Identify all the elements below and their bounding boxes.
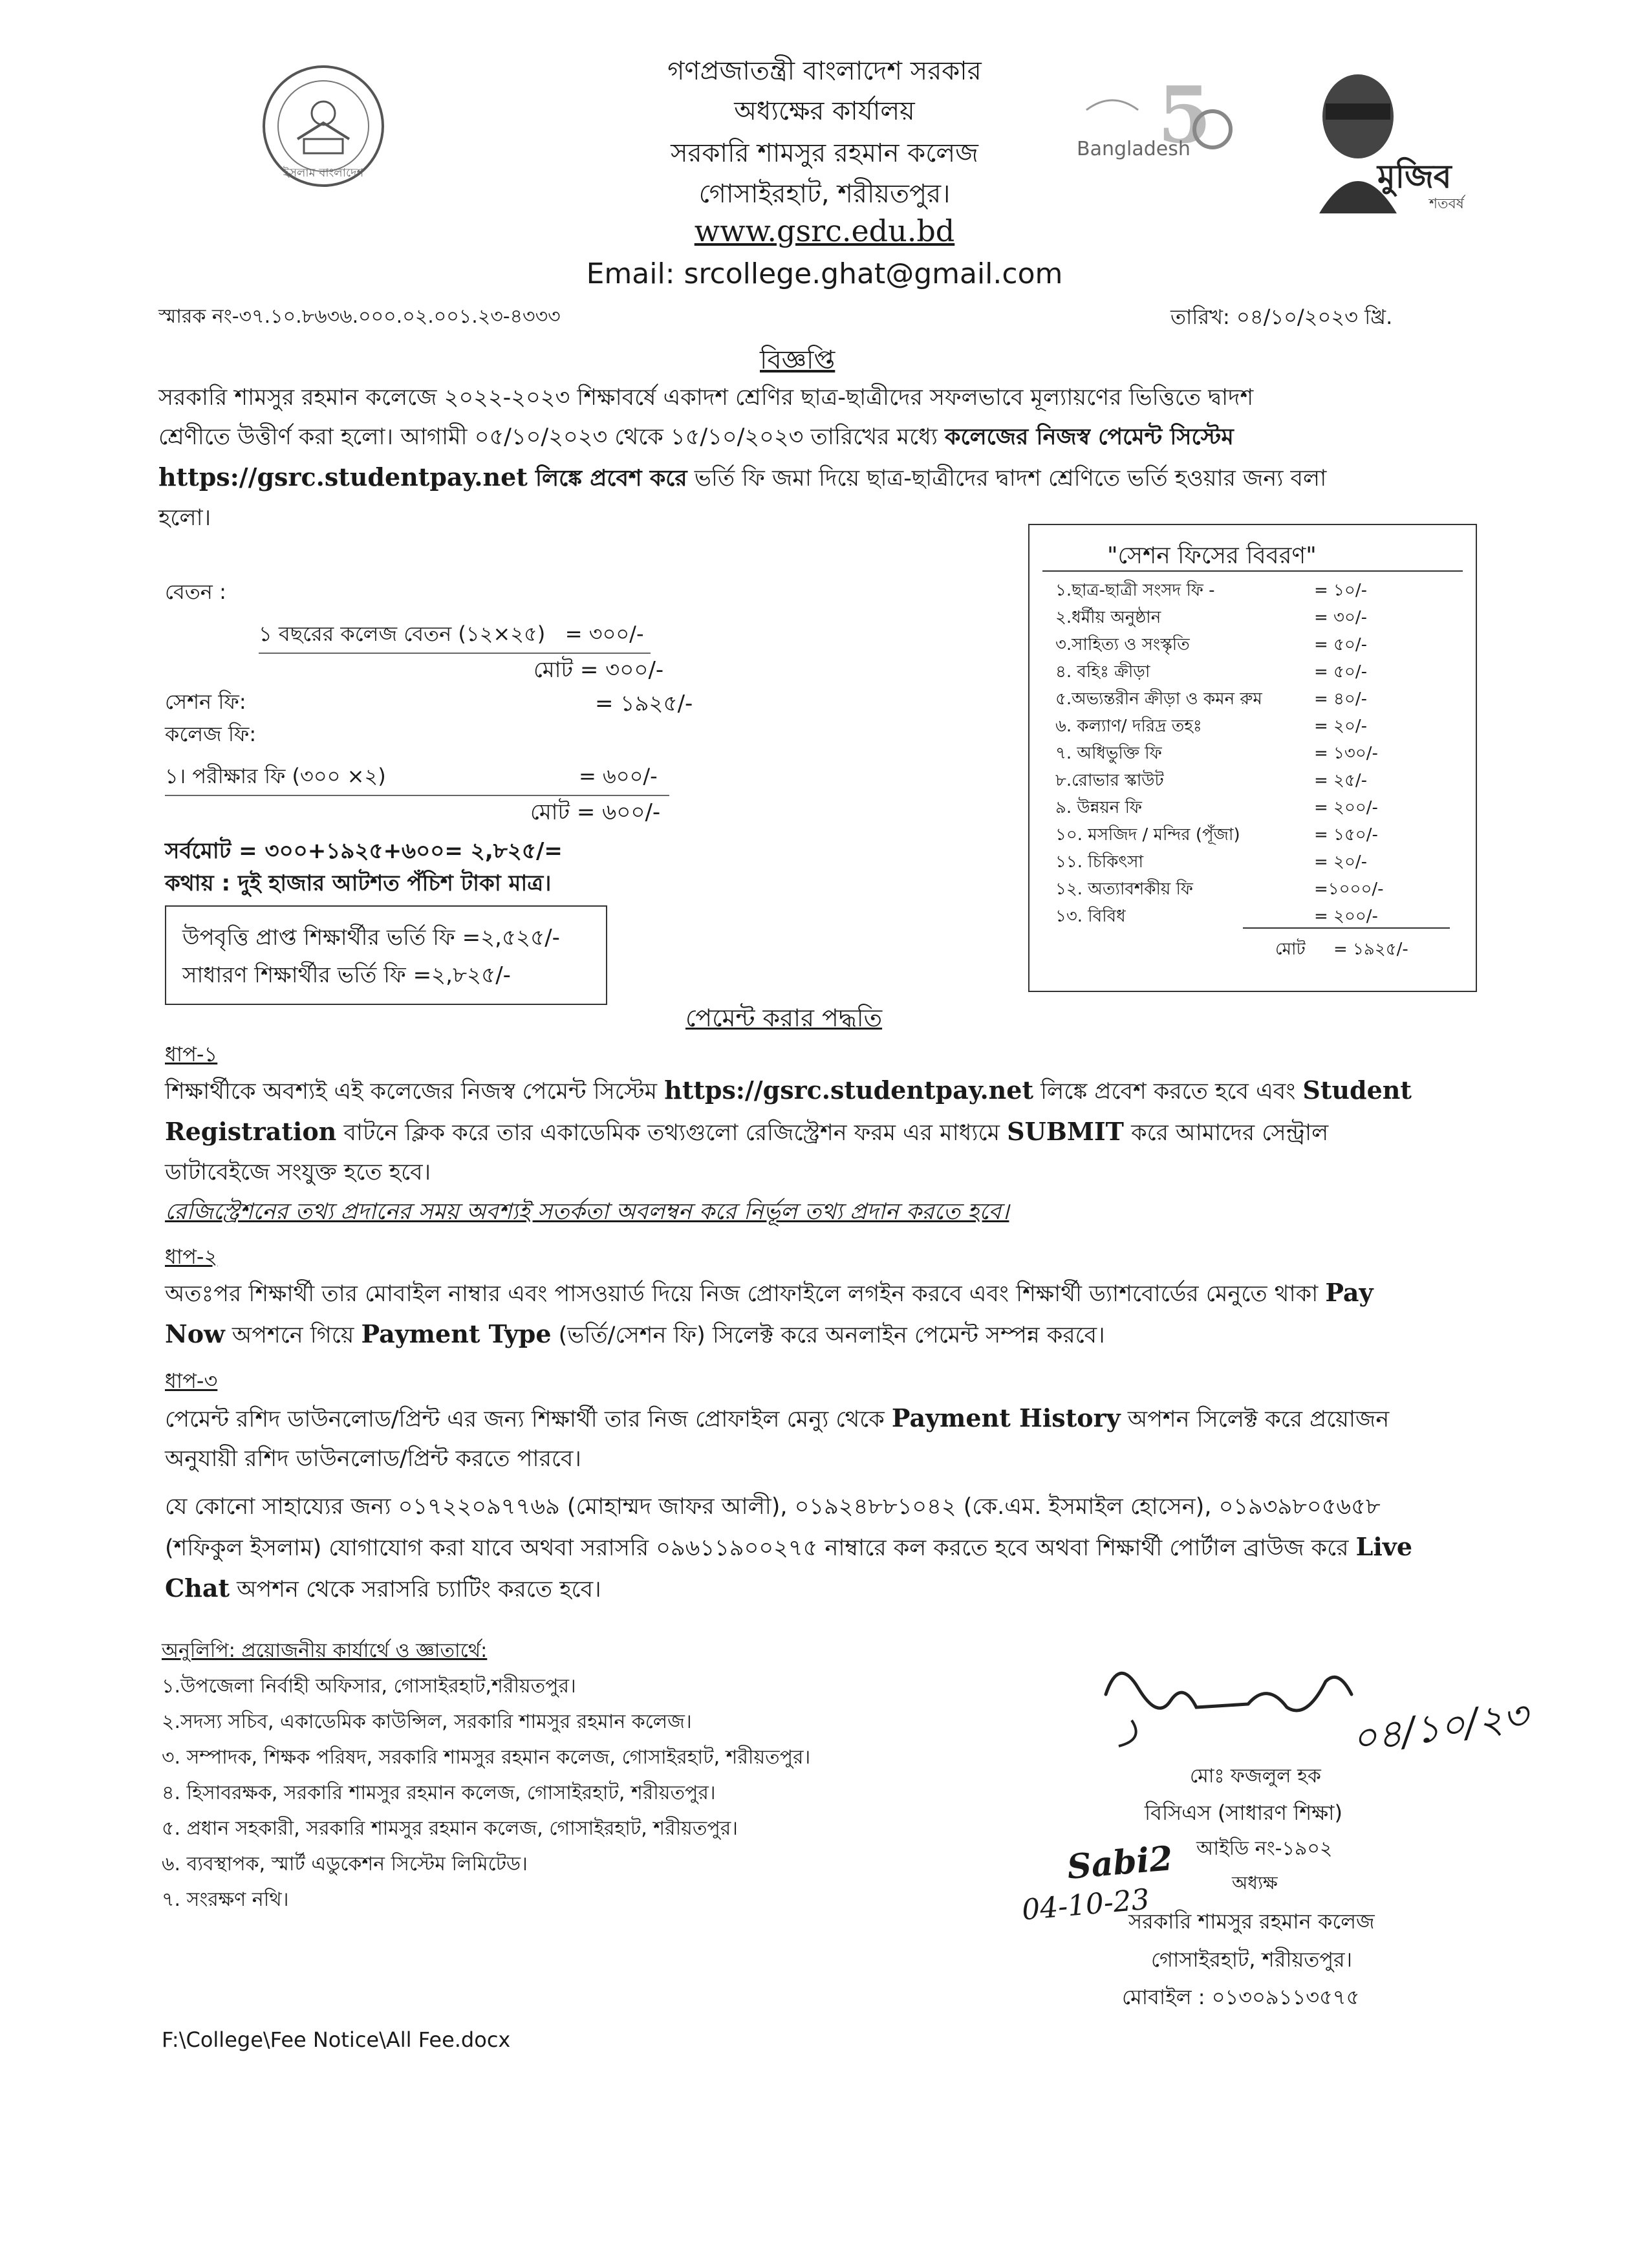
- step-1-text: [165, 1070, 1491, 1232]
- session-fee-title: "সেশন ফিসের বিবরণ": [1107, 543, 1317, 569]
- session-fee-amount: = ৪০/-: [1314, 689, 1367, 709]
- copy-recipient: ৩. সম্পাদক, শিক্ষক পরিষদ, সরকারি শামসুর রহমান কলেজ, গোসাইরহাট, শরীয়তপুর।: [162, 1746, 811, 1769]
- step-1-enter-text: লিঙ্কে প্রবেশ করতে হবে এবং: [1033, 1079, 1303, 1105]
- student-text: Student: [1302, 1075, 1412, 1105]
- step-2-label: ধাপ-২: [165, 1244, 218, 1269]
- step-2-login-text: অতঃপর শিক্ষার্থী তার মোবাইল নাম্বার এবং পাসওয়ার্ড দিয়ে নিজ প্রোফাইলে লগইন করবে এবং শিক্ষার্থী ড্যাশবোর্ডের মেনুতে থাকা: [165, 1281, 1326, 1307]
- notice-title: বিজ্ঞপ্তি: [760, 345, 835, 375]
- session-fee-details-box: [1028, 524, 1477, 992]
- grand-total: সর্বমোট = ৩০০+১৯২৫+৬০০= ২,৮২৫/=: [165, 838, 563, 864]
- principal-name: মোঃ ফজলুল হক: [1190, 1765, 1321, 1787]
- header-government: গণপ্রজাতন্ত্রী বাংলাদেশ সরকার: [667, 56, 982, 86]
- help-chat-text: অপশন থেকে সরাসরি চ্যাটিং করতে হবে।: [230, 1577, 601, 1603]
- received-stamp-name: Sabi2: [1065, 1838, 1174, 1888]
- session-fee-row: ২.ধর্মীয় অনুষ্ঠান: [1055, 608, 1161, 627]
- help-line-1: যে কোনো সাহায্যের জন্য ০১৭২২০৯৭৭৬৯ (মোহাম্মদ জাফর আলী), ০১৯২৪৮৮১০৪২ (কে.এম. ইসমাইল হোসেন), ০১৯৩৯৮০৫৬৫৮: [165, 1494, 1381, 1520]
- notice-dates-text: শ্রেণীতে উত্তীর্ণ করা হলো। আগামী ০৫/১০/২০২৩ থেকে ১৫/১০/২০২৩ তারিখের মধ্যে: [158, 424, 945, 450]
- notice-line-4: হলো।: [158, 505, 211, 531]
- copy-recipient: ১.উপজেলা নির্বাহী অফিসার, গোসাইরহাট,শরীয়তপুর।: [162, 1675, 576, 1698]
- session-fee-row: ৭. অধিভুক্তি ফি: [1055, 744, 1162, 763]
- step-1-caution: রেজিস্ট্রেশনের তথ্য প্রদানের সময় অবশ্যই সতর্কতা অবলম্বন করে নির্ভূল তথ্য প্রদান করতে হবে।: [165, 1199, 1009, 1225]
- live-text: Live: [1355, 1532, 1413, 1561]
- principal-id: আইডি নং-১৯০২: [1196, 1837, 1333, 1860]
- signature-date: ০৪/১০/২৩: [1348, 1692, 1531, 1762]
- session-fee-amount: = ২০/-: [1314, 717, 1368, 736]
- help-line-2: [165, 1527, 1491, 1568]
- principal-designation: অধ্যক্ষ: [1232, 1872, 1278, 1894]
- exam-fee-item: [165, 760, 669, 796]
- admission-fee-box: [165, 905, 607, 1005]
- pay-text: Pay: [1325, 1278, 1374, 1307]
- copy-recipient: ৭. সংরক্ষণ নথি।: [162, 1888, 289, 1911]
- help-call-text: (শফিকুল ইসলাম) যোগাযোগ করা যাবে অথবা সরাসরি ০৯৬১১৯০০২৭৫ নাম্বারে কল করতে হবে অথবা শিক্ষার্থী পোর্টাল ব্রাউজ করে: [165, 1535, 1356, 1561]
- session-fee-label: সেশন ফি:: [165, 689, 246, 714]
- exam-fee-text: ১। পরীক্ষার ফি (৩০০ ×২): [165, 764, 386, 788]
- notice-line-1: সরকারি শামসুর রহমান কলেজে ২০২২-২০২৩ শিক্ষাবর্ষে একাদশ শ্রেণির ছাত্র-ছাত্রীদের সফলভাবে মূল্যায়ণের ভিত্তিতে দ্বাদশ: [158, 385, 1254, 411]
- session-fee-amount: = ২০০/-: [1314, 907, 1378, 926]
- step-1-line-1: [165, 1070, 1491, 1112]
- session-fee-row: ৪. বহিঃ ক্রীড়া: [1055, 662, 1150, 682]
- mujib-centenary-logo: [1300, 65, 1481, 213]
- payment-type-text: Payment Type: [361, 1319, 552, 1348]
- session-fee-row: ৮.রোভার স্কাউট: [1055, 771, 1164, 790]
- principal-address: গোসাইরহাট, শরীয়তপুর।: [1151, 1947, 1353, 1972]
- help-contacts: [165, 1487, 1491, 1610]
- step-3-receipt-text: পেমেন্ট রশিদ ডাউনলোড/প্রিন্ট এর জন্য শিক্ষার্থী তার নিজ প্রোফাইল মেন্যু থেকে: [165, 1407, 892, 1432]
- session-fee-amount: = ২০০/-: [1314, 798, 1378, 817]
- step-2-line-2: [165, 1314, 1491, 1355]
- notice-line-3: [158, 457, 1484, 499]
- file-path: F:\College\Fee Notice\All Fee.docx: [162, 2027, 511, 2052]
- payment-history-text: Payment History: [891, 1403, 1121, 1432]
- now-text: Now: [165, 1319, 225, 1348]
- header-address: গোসাইরহাট, শরীয়তপুর।: [698, 179, 951, 209]
- step-1-intro: শিক্ষার্থীকে অবশ্যই এই কলেজের নিজস্ব পেমেন্ট সিস্টেম: [165, 1079, 665, 1105]
- principal-cadre: বিসিএস (সাধারণ শিক্ষা): [1145, 1800, 1342, 1825]
- step-1-line-2: [165, 1112, 1491, 1153]
- salary-item: [259, 618, 651, 654]
- session-fee-amount: = ৫০/-: [1314, 662, 1367, 682]
- session-fee-amount: = ২০/-: [1314, 852, 1368, 872]
- step-1-line-3: ডাটাবেইজে সংযুক্ত হতে হবে।: [165, 1160, 431, 1185]
- copy-recipient: ৫. প্রধান সহকারী, সরকারি শামসুর রহমান কলেজ, গোসাইরহাট, শরীয়তপুর।: [162, 1817, 738, 1840]
- step-2-text: [165, 1273, 1491, 1355]
- session-fee-amount: = ৫০/-: [1314, 635, 1367, 654]
- salary-label: বেতন :: [165, 579, 226, 604]
- step-3-line-2: অনুযায়ী রশিদ ডাউনলোড/প্রিন্ট করতে পারবে।: [165, 1446, 581, 1472]
- college-fee-label: কলেজ ফি:: [165, 722, 257, 746]
- session-fee-row: ৯. উন্নয়ন ফি: [1055, 798, 1143, 817]
- header-office: অধ্যক্ষের কার্যালয়: [734, 96, 915, 126]
- step-2-option-text: অপশনে গিয়ে: [224, 1323, 361, 1348]
- copy-recipient: ৬. ব্যবস্থাপক, স্মার্ট এডুকেশন সিস্টেম লিমিটেড।: [162, 1853, 528, 1875]
- session-fee-row: ১৩. বিবিধ: [1055, 907, 1126, 926]
- svg-text:Bangladesh: Bangladesh: [1077, 138, 1191, 160]
- session-fee-amount: = ১৯২৫/-: [595, 691, 693, 717]
- memo-reference: স্মারক নং-৩৭.১০.৮৬৩৬.০০০.০২.০০১.২৩-৪৩৩৩: [158, 305, 561, 328]
- svg-text:শতবর্ষ: শতবর্ষ: [1429, 196, 1464, 212]
- amount-in-words: কথায় : দুই হাজার আটশত পঁচিশ টাকা মাত্র।: [165, 870, 552, 896]
- session-fee-total-label: মোট: [1275, 940, 1306, 959]
- salary-item-text: ১ বছরের কলেজ বেতন (১২×২৫): [259, 621, 546, 646]
- session-fee-row: ১০. মসজিদ / মন্দির (পূঁজা): [1055, 825, 1240, 845]
- session-fee-amount: =১০০০/-: [1314, 880, 1384, 899]
- copy-recipient: ২.সদস্য সচিব, একাডেমিক কাউন্সিল, সরকারি শামসুর রহমান কলেজ।: [162, 1711, 692, 1733]
- session-fee-amount: = ২৫/-: [1314, 771, 1367, 790]
- step-1-payment-link[interactable]: https://gsrc.studentpay.net: [664, 1075, 1034, 1105]
- header-email[interactable]: Email: srcollege.ghat@gmail.com: [586, 257, 1063, 290]
- principal-college: সরকারি শামসুর রহমান কলেজ: [1128, 1909, 1375, 1934]
- received-stamp-date: 04-10-23: [1020, 1883, 1151, 1927]
- step-1-label: ধাপ-১: [165, 1042, 218, 1066]
- notice-payment-system-text: কলেজের নিজস্ব পেমেন্ট সিস্টেম: [945, 424, 1234, 450]
- exam-fee-total: মোট = ৬০০/-: [530, 799, 661, 825]
- session-fee-row: ৫.অভ্যন্তরীন ক্রীড়া ও কমন রুম: [1055, 689, 1262, 709]
- session-fee-total-amount: = ১৯২৫/-: [1333, 940, 1408, 959]
- session-fee-amount: = ১৩০/-: [1314, 744, 1378, 763]
- submit-text: SUBMIT: [1007, 1117, 1124, 1146]
- session-fee-amount: = ৩০/-: [1314, 608, 1368, 627]
- salary-amount: = ৩০০/-: [565, 621, 644, 646]
- svg-text:5: 5: [1158, 71, 1212, 161]
- bangladesh-50-logo: [1073, 71, 1235, 181]
- step-2-line-1: [165, 1273, 1491, 1314]
- step-3-text: [165, 1398, 1491, 1479]
- notice-paragraph: [158, 378, 1484, 538]
- salary-total: মোট = ৩০০/-: [534, 657, 664, 683]
- header-website[interactable]: www.gsrc.edu.bd: [694, 213, 955, 248]
- notice-admission-text: ভর্তি ফি জমা দিয়ে ছাত্র-ছাত্রীদের দ্বাদশ শ্রেণিতে ভর্তি হওয়ার জন্য বলা: [687, 466, 1327, 491]
- notice-line-2: [158, 418, 1484, 457]
- session-fee-amount: = ১০/-: [1314, 581, 1367, 600]
- session-fee-amount: = ১৫০/-: [1314, 825, 1378, 845]
- step-3-label: ধাপ-৩: [165, 1368, 218, 1393]
- help-line-3: [165, 1568, 1491, 1610]
- session-fee-row: ১২. অত্যাবশকীয় ফি: [1055, 880, 1193, 899]
- header-college-name: সরকারি শামসুর রহমান কলেজ: [671, 138, 978, 168]
- session-fee-row: ৩.সাহিত্য ও সংস্কৃতি: [1055, 635, 1190, 654]
- payment-method-title: পেমেন্ট করার পদ্ধতি: [685, 1004, 883, 1032]
- session-fee-row: ৬. কল্যাণ/ দরিদ্র তহঃ: [1055, 717, 1202, 736]
- session-fee-row: ১.ছাত্র-ছাত্রী সংসদ ফি -: [1055, 581, 1215, 600]
- step-1-form-text: বাটনে ক্লিক করে তার একাডেমিক তথ্যগুলো রেজিস্ট্রেশন ফরম এর মাধ্যমে: [336, 1120, 1008, 1146]
- exam-fee-amount: = ৬০০/-: [579, 764, 658, 788]
- principal-mobile: মোবাইল : ০১৩০৯১১৩৫৭৫: [1122, 1985, 1360, 2009]
- step-2-complete-text: (ভর্তি/সেশন ফি) সিলেক্ট করে অনলাইন পেমেন্ট সম্পন্ন করবে।: [551, 1323, 1105, 1348]
- step-1-central-text: করে আমাদের সেন্ট্রাল: [1123, 1120, 1329, 1146]
- principal-signature: [1093, 1643, 1364, 1753]
- copy-recipient: ৪. হিসাবরক্ষক, সরকারি শামসুর রহমান কলেজ, গোসাইরহাট, শরীয়তপুর।: [162, 1782, 716, 1804]
- step-3-option-text: অপশন সিলেক্ট করে প্রয়োজন: [1120, 1407, 1390, 1432]
- registration-button-text: Registration: [165, 1117, 337, 1146]
- general-admission-fee: সাধারণ শিক্ষার্থীর ভর্তি ফি =২,৮২৫/-: [182, 962, 511, 988]
- session-fee-row: ১১. চিকিৎসা: [1055, 852, 1143, 872]
- chat-text: Chat: [165, 1573, 230, 1603]
- stipend-admission-fee: উপবৃত্তি প্রাপ্ত শিক্ষার্থীর ভর্তি ফি =২,৫২৫/-: [182, 925, 560, 951]
- svg-text:মুজিব: মুজিব: [1377, 158, 1452, 195]
- notice-payment-link[interactable]: https://gsrc.studentpay.net: [158, 462, 528, 491]
- svg-text:ইসলাম বাংলাদেশ: ইসলাম বাংলাদেশ: [283, 166, 364, 180]
- memo-date: তারিখ: ০৪/১০/২০২৩ খ্রি.: [1170, 305, 1393, 329]
- step-3-line-1: [165, 1398, 1491, 1440]
- notice-link-enter-text: লিঙ্কে প্রবেশ করে: [527, 466, 687, 491]
- copies-title: অনুলিপি: প্রয়োজনীয় কার্যার্থে ও জ্ঞাতার্থে:: [162, 1639, 488, 1662]
